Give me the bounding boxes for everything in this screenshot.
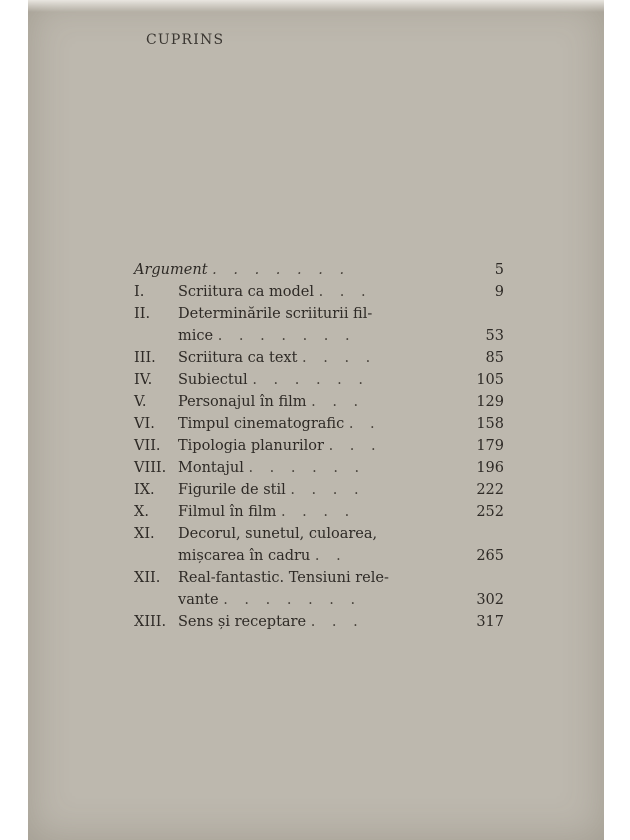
toc-title: Figurile de stil . . . .	[178, 482, 365, 498]
toc-entry	[134, 416, 504, 438]
toc-page-number: 265	[476, 548, 504, 564]
toc-title: Determinările scriiturii fil-	[178, 306, 373, 322]
toc-leader-dots: . . . . . . .	[223, 592, 362, 608]
toc-page-number: 5	[494, 262, 504, 278]
contents-heading: CUPRINS	[146, 32, 225, 48]
toc-chapter-number: X.	[134, 504, 149, 520]
toc-entry	[134, 350, 504, 372]
toc-title: Filmul în film . . . .	[178, 504, 356, 520]
toc-leader-dots: . . . . . . .	[212, 262, 351, 278]
toc-page-number: 179	[476, 438, 504, 454]
toc-entry	[134, 592, 504, 614]
toc-entry	[134, 504, 504, 526]
toc-entry	[134, 460, 504, 482]
toc-leader-dots: . .	[348, 416, 381, 432]
toc-chapter-number: IV.	[134, 372, 153, 388]
toc-page-number: 129	[476, 394, 504, 410]
toc-title: Tipologia planurilor . . .	[178, 438, 382, 454]
toc-leader-dots: . . .	[311, 394, 365, 410]
toc-entry	[134, 394, 504, 416]
toc-entry	[134, 328, 504, 350]
toc-title: Personajul în film . . .	[178, 394, 365, 410]
toc-leader-dots: . .	[314, 548, 347, 564]
toc-page-number: 9	[494, 284, 504, 300]
book-page	[28, 0, 604, 840]
toc-leader-dots: . . .	[328, 438, 382, 454]
toc-leader-dots: . . .	[318, 284, 372, 300]
toc-leader-dots: . . . .	[290, 482, 365, 498]
toc-entry-argument	[134, 262, 504, 284]
toc-leader-dots: . . . . . .	[252, 372, 370, 388]
toc-page-number: 85	[485, 350, 504, 366]
toc-leader-dots: . . . .	[280, 504, 356, 520]
toc-chapter-number: VI.	[134, 416, 155, 432]
toc-leader-dots: . . .	[310, 614, 364, 630]
toc-entry	[134, 372, 504, 394]
toc-title: Sens și receptare . . .	[178, 614, 364, 630]
toc-title: Argument . . . . . . .	[134, 262, 351, 278]
toc-title: mice . . . . . . .	[178, 328, 356, 344]
toc-page-number: 196	[476, 460, 504, 476]
toc-title: mișcarea în cadru . .	[178, 548, 347, 564]
toc-chapter-number: VIII.	[134, 460, 167, 476]
toc-title: Timpul cinematografic . .	[178, 416, 381, 432]
toc-page-number: 105	[476, 372, 504, 388]
table-of-contents	[134, 262, 504, 636]
toc-entry	[134, 438, 504, 460]
toc-chapter-number: V.	[134, 394, 147, 410]
toc-entry	[134, 284, 504, 306]
toc-title: Real-fantastic. Tensiuni rele-	[178, 570, 389, 586]
toc-entry	[134, 570, 504, 592]
toc-title: vante . . . . . . .	[178, 592, 362, 608]
toc-page-number: 252	[476, 504, 504, 520]
toc-leader-dots: . . . . . . .	[217, 328, 356, 344]
toc-leader-dots: . . . . . .	[248, 460, 366, 476]
toc-chapter-number: VII.	[134, 438, 161, 454]
toc-chapter-number: XI.	[134, 526, 155, 542]
toc-entry	[134, 548, 504, 570]
toc-title: Decorul, sunetul, culoarea,	[178, 526, 378, 542]
toc-page-number: 222	[476, 482, 504, 498]
toc-chapter-number: IX.	[134, 482, 155, 498]
toc-title: Subiectul . . . . . .	[178, 372, 370, 388]
toc-title: Scriitura ca text . . . .	[178, 350, 377, 366]
page-edge	[28, 0, 604, 12]
toc-entry	[134, 306, 504, 328]
toc-chapter-number: III.	[134, 350, 156, 366]
toc-page-number: 53	[485, 328, 504, 344]
toc-chapter-number: XII.	[134, 570, 161, 586]
toc-chapter-number: XIII.	[134, 614, 167, 630]
toc-title: Montajul . . . . . .	[178, 460, 366, 476]
toc-chapter-number: I.	[134, 284, 145, 300]
toc-entry	[134, 482, 504, 504]
toc-page-number: 317	[476, 614, 504, 630]
toc-entry	[134, 526, 504, 548]
toc-page-number: 158	[476, 416, 504, 432]
toc-page-number: 302	[476, 592, 504, 608]
toc-entry	[134, 614, 504, 636]
toc-chapter-number: II.	[134, 306, 151, 322]
toc-title: Scriitura ca model . . .	[178, 284, 372, 300]
toc-leader-dots: . . . .	[302, 350, 377, 366]
